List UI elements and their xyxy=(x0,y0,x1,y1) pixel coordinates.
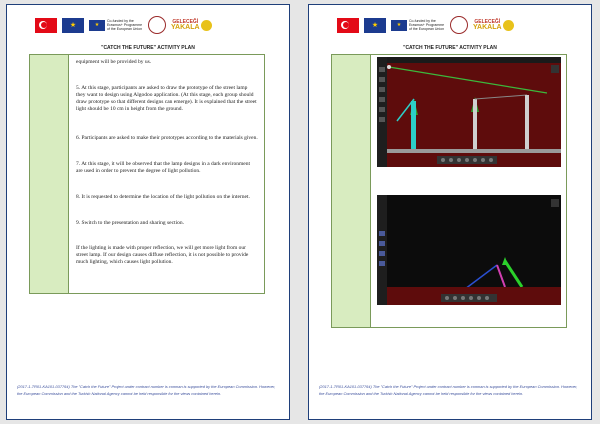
gelecegi-yakala-logo xyxy=(171,19,212,31)
logo-word-top: GELECEĞİ xyxy=(474,19,501,25)
pivot-point xyxy=(387,65,391,69)
gelecegi-yakala-logo xyxy=(473,19,514,31)
plan-title: "CATCH THE FUTURE" ACTIVITY PLAN xyxy=(101,45,195,51)
logo-word-top: GELECEĞİ xyxy=(172,19,199,25)
document-page-left xyxy=(6,4,290,420)
turkey-flag-icon xyxy=(35,18,57,33)
lamp-pole-middle xyxy=(473,99,477,149)
activity-table xyxy=(29,54,265,294)
eu-emblem-icon: ★ xyxy=(89,20,105,31)
erasmus-caption: Co-funded by the Erasmus+ Programme of the European Union xyxy=(107,19,143,31)
lamp-pole-left xyxy=(411,101,416,149)
step-text: If the lighting is made with proper reflection, we will get more light from our street lamp. If our design causes diffuse reflection, it is not possible to provide much lighting, which causes light pollution. xyxy=(76,245,249,265)
step-text: 5. At this stage, participants are asked to draw the prototype of the street lamp they want to design using Algodoo application. (At this stage, each group should draw prototype so that different designs can emerge). It is explained that the street light should be 10 cm in height from the ground. xyxy=(76,85,257,112)
eu-flag-icon: ★ xyxy=(364,18,386,33)
algodoo-screenshot-lamp-red xyxy=(377,57,561,167)
erasmus-caption: Co-funded by the Erasmus+ Programme of the European Union xyxy=(409,19,445,31)
document-page-right xyxy=(308,4,592,420)
ground xyxy=(387,149,561,153)
tool-sidebar xyxy=(377,195,387,305)
footer-disclaimer: (2017-1-TR01-KA101-037764) The "Catch the Future" Project under contract number is conman is supported by the European Commission. However, the European Commission and the Turkish National Agency cannot be held responsible for the views contained herein. xyxy=(319,384,578,396)
erasmus-logo xyxy=(391,19,445,31)
footer-disclaimer: (2017-1-TR01-KA101-037764) The "Catch the Future" Project under contract number is conman is supported by the European Commission. However, the European Commission and the Turkish National Agency cannot be held responsible for the views contained herein. xyxy=(17,384,276,396)
header-logos xyxy=(35,13,212,37)
logo-ball-icon xyxy=(503,20,514,31)
step-text: equipment will be provided by us. xyxy=(76,59,152,65)
logo-word-bottom: YAKALA xyxy=(473,24,502,31)
logo-word-bottom: YAKALA xyxy=(171,24,200,31)
step-text: 8. It is requested to determine the location of the light pollution on the internet. xyxy=(76,194,250,200)
erasmus-logo xyxy=(89,19,143,31)
turkey-flag-icon xyxy=(337,18,359,33)
step-text: 7. At this stage, it will be observed that the lamp designs in a dark environment are used in order to prevent the degree of light pollution. xyxy=(76,161,250,174)
table-left-column xyxy=(332,55,371,327)
step-text: 6. Participants are asked to make their prototypes according to the materials given. xyxy=(76,135,258,141)
school-seal-icon xyxy=(148,16,166,34)
settings-button[interactable] xyxy=(551,199,559,207)
header-logos xyxy=(337,13,514,37)
school-seal-icon xyxy=(450,16,468,34)
eu-emblem-icon: ★ xyxy=(391,20,407,31)
plan-title: "CATCH THE FUTURE" ACTIVITY PLAN xyxy=(403,45,497,51)
table-left-column xyxy=(30,55,69,293)
settings-button[interactable] xyxy=(551,65,559,73)
lamp-pole-right xyxy=(525,95,529,149)
step-text: 9. Switch to the presentation and sharing section. xyxy=(76,220,184,226)
algodoo-screenshot-lamp-dark xyxy=(377,195,561,305)
table-content-column xyxy=(371,55,566,327)
logo-ball-icon xyxy=(201,20,212,31)
activity-table xyxy=(331,54,567,328)
table-content-column xyxy=(69,55,264,293)
eu-flag-icon: ★ xyxy=(62,18,84,33)
